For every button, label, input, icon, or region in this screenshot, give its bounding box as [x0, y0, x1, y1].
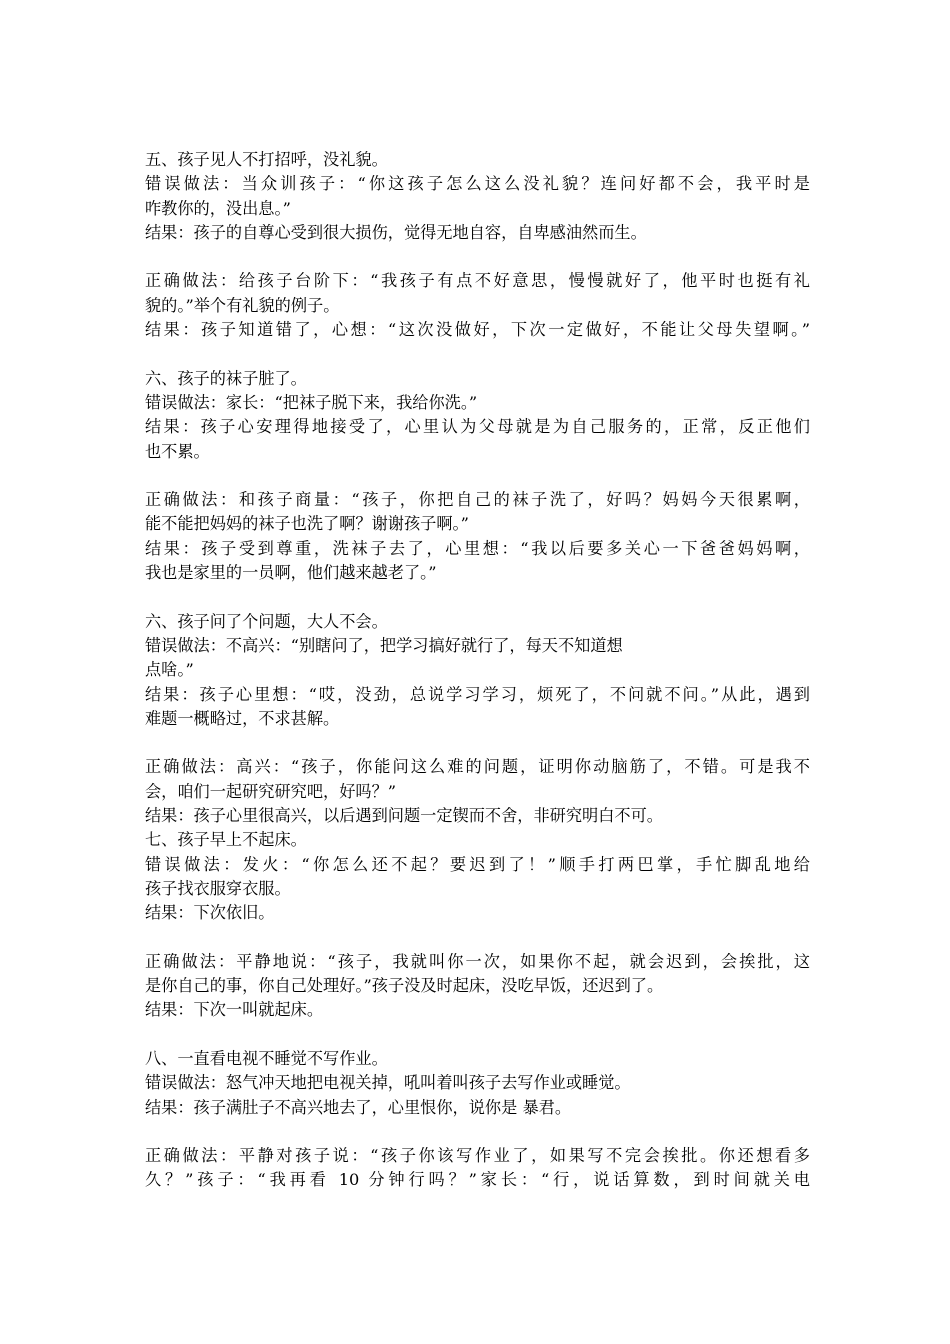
result-line: 结果：孩子心里很高兴，以后遇到问题一定锲而不舍，非研究明白不可。	[145, 806, 663, 826]
paragraph-gap	[145, 585, 810, 609]
wrong-method-line: 孩子找衣服穿衣服。	[145, 878, 291, 898]
paragraph-gap	[145, 464, 810, 488]
result-line: 结果：下次一叫就起床。	[145, 1000, 324, 1020]
correct-method-line: 能不能把妈妈的袜子也洗了啊？谢谢孩子啊。”	[145, 514, 469, 534]
result-line: 结果：孩子受到尊重，洗袜子去了，心里想：“我以后要多关心一下爸爸妈妈啊，	[145, 538, 810, 558]
result-line: 结果：孩子心里想：“哎，没劲，总说学习学习，烦死了，不问就不问。”从此，遇到	[145, 684, 810, 704]
result-line: 也不累。	[145, 441, 210, 461]
paragraph-gap	[145, 926, 810, 950]
paragraph-gap	[145, 1023, 810, 1047]
correct-method-line: 会，咱们一起研究研究吧，好吗？”	[145, 781, 397, 801]
correct-method-line: 正确做法：高兴：“孩子，你能问这么难的问题，证明你动脑筋了，不错。可是我不	[145, 757, 810, 777]
result-line: 难题一概略过，不求甚解。	[145, 708, 340, 728]
paragraph-gap	[145, 731, 810, 755]
wrong-method-line: 错误做法：怒气冲天地把电视关掉，吼叫着叫孩子去写作业或睡觉。	[145, 1073, 631, 1093]
result-line: 结果：孩子满肚子不高兴地去了，心里恨你，说你是 暴君。	[145, 1097, 572, 1117]
paragraph-gap	[145, 245, 810, 269]
correct-method-line: 正确做法：平静地说：“孩子，我就叫你一次，如果你不起，就会迟到，会挨批，这	[145, 951, 810, 971]
result-line: 结果：孩子知道错了，心想：“这次没做好，下次一定做好，不能让父母失望啊。”	[145, 320, 810, 340]
result-line: 结果：孩子心安理得地接受了，心里认为父母就是为自己服务的，正常，反正他们	[145, 417, 810, 437]
correct-method-line: 久？”孩子：“我再看 10 分钟行吗？”家长：“行，说话算数，到时间就关电	[145, 1170, 810, 1190]
result-line: 结果：孩子的自尊心受到很大损伤，觉得无地自容，自卑感油然而生。	[145, 222, 647, 242]
correct-method-line: 正确做法：给孩子台阶下：“我孩子有点不好意思，慢慢就好了，他平时也挺有礼	[145, 271, 810, 291]
wrong-method-line: 咋教你的，没出息。”	[145, 198, 291, 218]
result-line: 结果：下次依旧。	[145, 903, 275, 923]
correct-method-line: 正确做法：平静对孩子说：“孩子你该写作业了，如果写不完会挨批。你还想看多	[145, 1146, 810, 1166]
heading-6-socks: 六、孩子的袜子脏了。	[145, 368, 307, 388]
wrong-method-line: 错误做法：不高兴：“别瞎问了，把学习搞好就行了，每天不知道想	[145, 635, 623, 655]
document-page	[145, 148, 810, 1193]
wrong-method-line: 错误做法：发火：“你怎么还不起？要迟到了！”顺手打两巴掌，手忙脚乱地给	[145, 854, 810, 874]
result-line: 我也是家里的一员啊，他们越来越老了。”	[145, 563, 437, 583]
paragraph-gap	[145, 342, 810, 366]
correct-method-line: 正确做法：和孩子商量：“孩子，你把自己的袜子洗了，好吗？妈妈今天很累啊，	[145, 490, 810, 510]
wrong-method-line: 错误做法：当众训孩子：“你这孩子怎么这么没礼貌？连问好都不会，我平时是	[145, 174, 810, 194]
heading-6-question: 六、孩子问了个问题，大人不会。	[145, 611, 388, 631]
correct-method-line: 貌的。”举个有礼貌的例子。	[145, 295, 340, 315]
wrong-method-line: 错误做法：家长：“把袜子脱下来，我给你洗。”	[145, 392, 478, 412]
heading-5: 五、孩子见人不打招呼，没礼貌。	[145, 150, 388, 169]
heading-8: 八、一直看电视不睡觉不写作业。	[145, 1048, 388, 1068]
paragraph-gap	[145, 1120, 810, 1144]
correct-method-line: 是你自己的事，你自己处理好。”孩子没及时起床，没吃早饭，还迟到了。	[145, 976, 664, 996]
heading-7: 七、孩子早上不起床。	[145, 830, 307, 850]
wrong-method-line: 点啥。”	[145, 660, 194, 680]
